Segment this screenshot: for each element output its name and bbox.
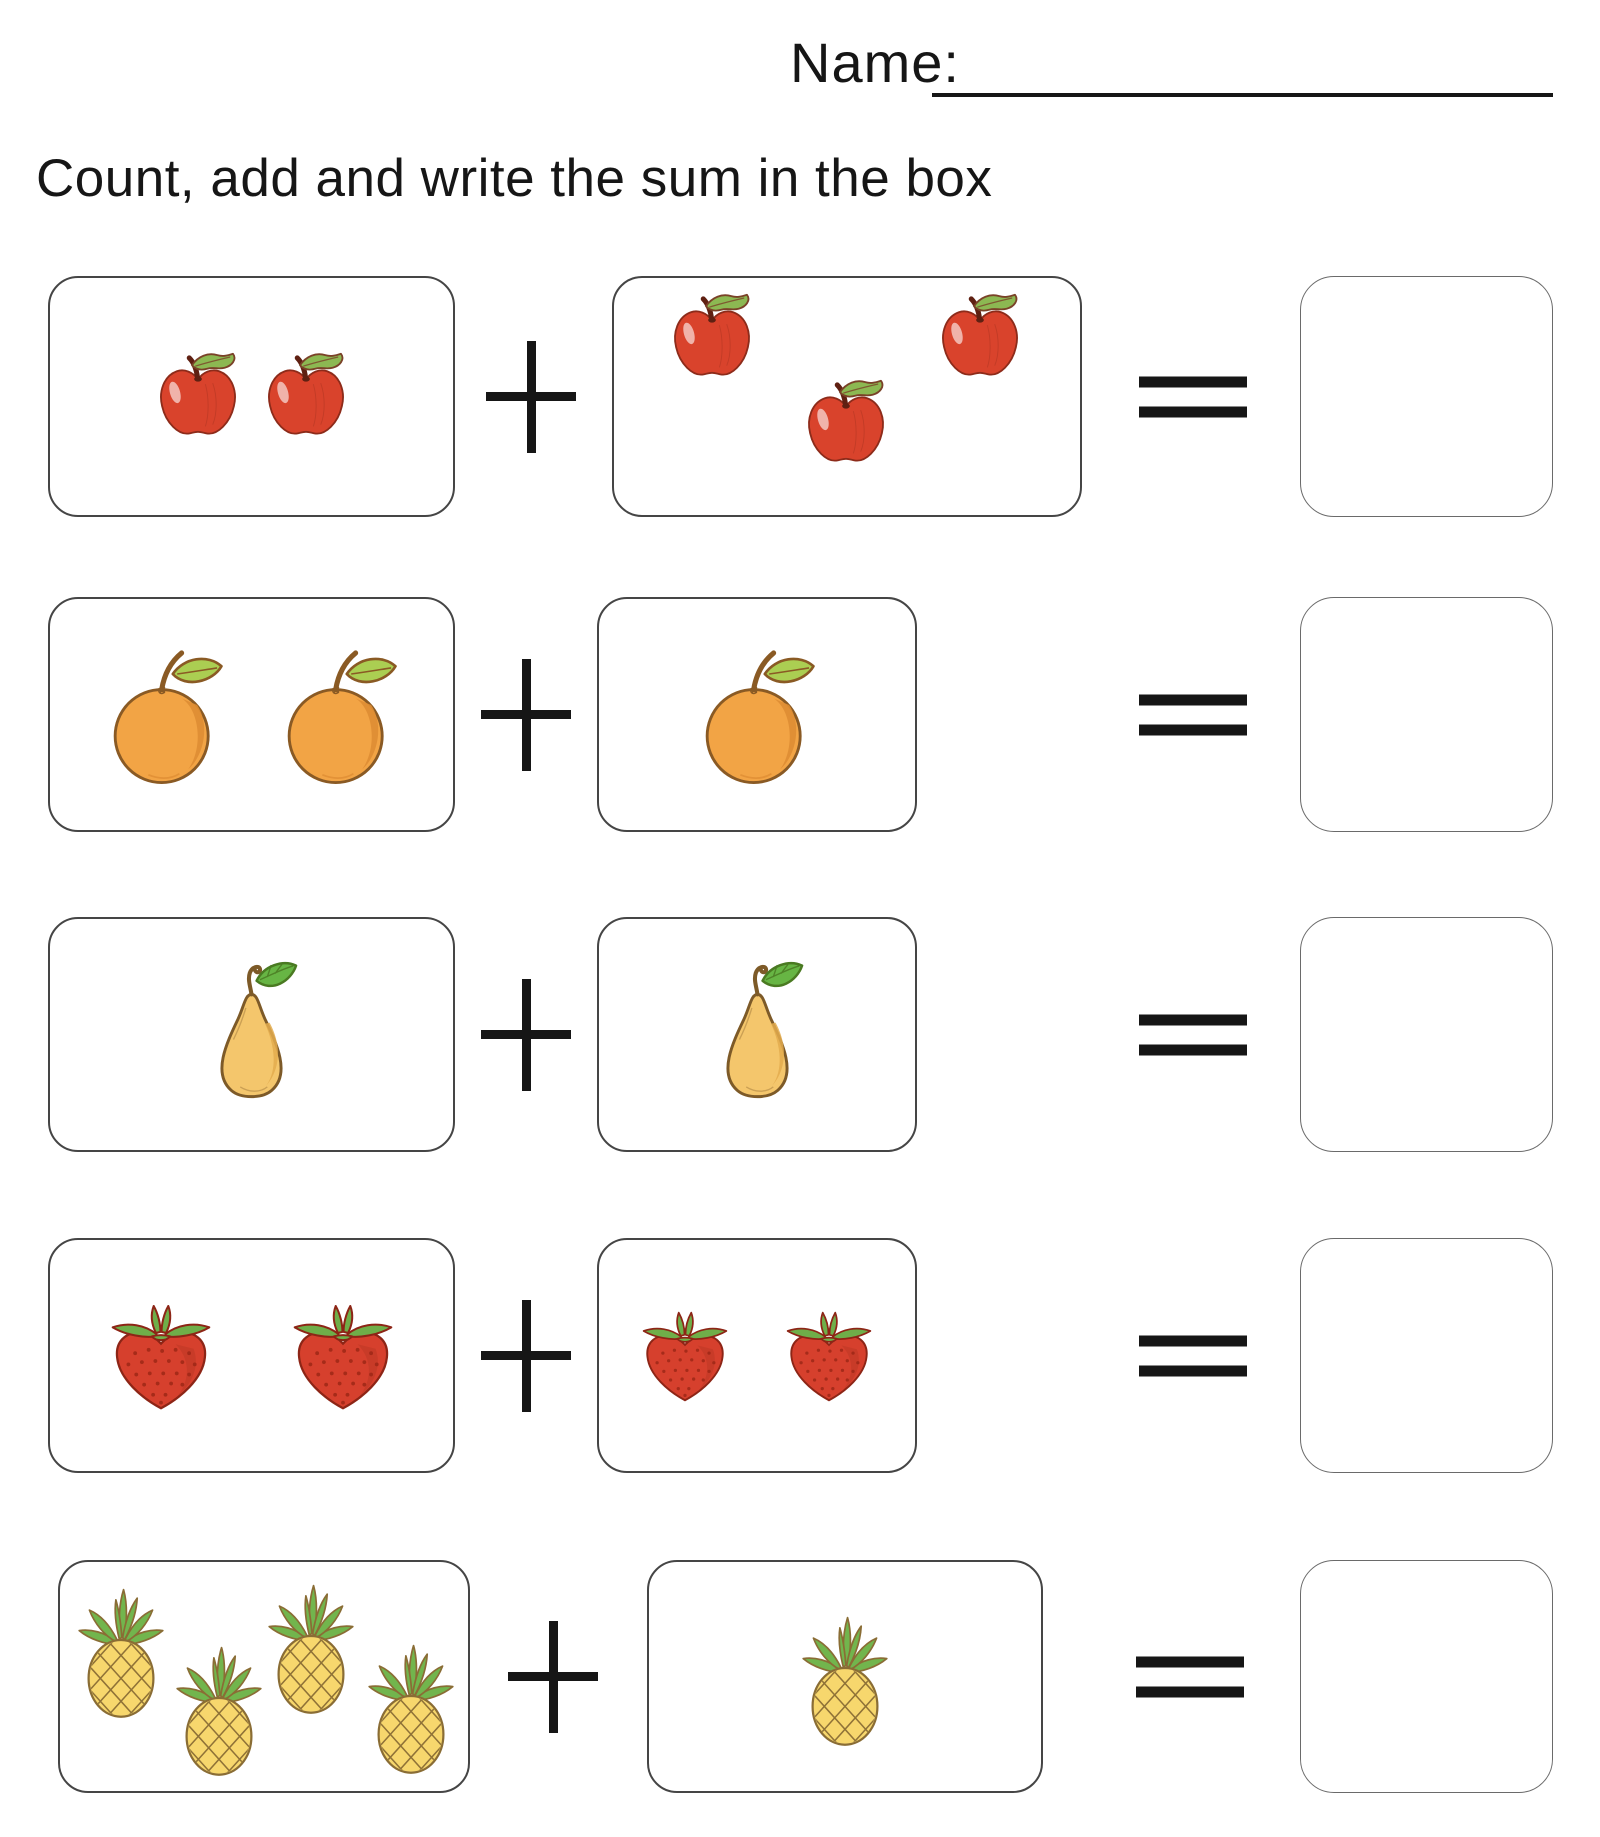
addend-box-right — [597, 1238, 917, 1473]
problem-row-5 — [0, 1560, 1600, 1793]
problem-row-2 — [0, 597, 1600, 832]
plus-icon — [481, 1300, 571, 1412]
apple-icon — [260, 351, 352, 443]
problem-row-3 — [0, 917, 1600, 1152]
pineapple-icon — [798, 1604, 892, 1749]
addend-box-left — [48, 597, 455, 832]
pear-icon — [700, 956, 815, 1114]
pineapple-icon — [74, 1576, 168, 1721]
sum-answer-box[interactable] — [1300, 917, 1553, 1152]
pineapple-icon — [364, 1632, 458, 1777]
addend-box-right — [612, 276, 1082, 517]
plus-icon — [481, 979, 571, 1091]
equals-icon — [1139, 1335, 1247, 1376]
orange-icon — [104, 643, 226, 787]
sum-answer-box[interactable] — [1300, 1238, 1553, 1473]
addend-box-left — [48, 917, 455, 1152]
apple-icon — [152, 351, 244, 443]
plus-icon — [486, 341, 576, 453]
sum-answer-box[interactable] — [1300, 276, 1553, 517]
strawberry-icon — [632, 1305, 738, 1406]
addend-box-right — [597, 597, 917, 832]
strawberry-icon — [281, 1297, 405, 1415]
apple-icon — [800, 378, 892, 470]
apple-icon — [934, 292, 1026, 384]
problem-row-4 — [0, 1238, 1600, 1473]
plus-icon — [481, 659, 571, 771]
addend-box-left — [58, 1560, 470, 1793]
addend-box-left — [48, 1238, 455, 1473]
pineapple-icon — [264, 1572, 358, 1717]
sum-answer-box[interactable] — [1300, 1560, 1553, 1793]
plus-icon — [508, 1621, 598, 1733]
pineapple-icon — [172, 1634, 266, 1779]
addend-box-left — [48, 276, 455, 517]
name-input-line[interactable] — [932, 57, 1553, 97]
sum-answer-box[interactable] — [1300, 597, 1553, 832]
equals-icon — [1139, 694, 1247, 735]
orange-icon — [696, 643, 818, 787]
pear-icon — [194, 956, 309, 1114]
addend-box-right — [647, 1560, 1043, 1793]
strawberry-icon — [99, 1297, 223, 1415]
equals-icon — [1136, 1656, 1244, 1697]
worksheet-title: Count, add and write the sum in the box — [36, 149, 993, 208]
strawberry-icon — [776, 1305, 882, 1406]
apple-icon — [666, 292, 758, 384]
equals-icon — [1139, 376, 1247, 417]
problem-row-1 — [0, 276, 1600, 517]
addend-box-right — [597, 917, 917, 1152]
orange-icon — [278, 643, 400, 787]
name-label: Name: — [790, 31, 960, 94]
equals-icon — [1139, 1014, 1247, 1055]
